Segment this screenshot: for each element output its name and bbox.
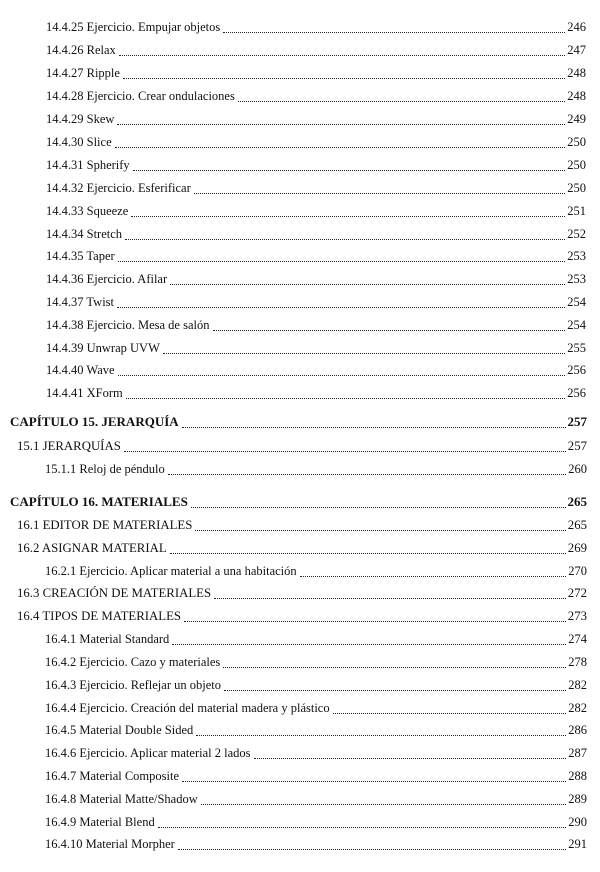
dot-leader [117, 295, 565, 308]
toc-chapter-page: 265 [567, 494, 587, 509]
toc-entry-label: 16.4.6 Ejercicio. Aplicar material 2 lados [45, 746, 251, 760]
toc-entry-label: 14.4.37 Twist [46, 295, 114, 309]
toc-entry-label: 14.4.35 Taper [46, 249, 115, 263]
toc-chapter-16 [0, 494, 600, 510]
toc-entry-14-4-34 [0, 226, 600, 242]
toc-section-page: 257 [567, 439, 587, 453]
toc-entry-14-4-39 [0, 340, 600, 356]
dot-leader [115, 135, 566, 148]
toc-entry-14-4-29 [0, 111, 600, 127]
toc-entry-14-4-41 [0, 385, 600, 401]
dot-leader [201, 792, 567, 805]
toc-entry-label: 14.4.34 Stretch [46, 227, 123, 241]
dot-leader [133, 158, 566, 171]
toc-section-page: 269 [567, 541, 587, 555]
toc-entry-16-4-1 [0, 631, 600, 647]
dot-leader [170, 541, 566, 554]
toc-section-page: 265 [567, 518, 587, 532]
toc-entry-15-1-1 [0, 461, 600, 477]
toc-section-label: 16.2 ASIGNAR MATERIAL [17, 541, 167, 555]
dot-leader [195, 518, 565, 531]
dot-leader [300, 564, 567, 577]
toc-entry-page: 260 [568, 462, 587, 476]
toc-chapter-15 [0, 414, 600, 430]
dot-leader [182, 769, 566, 782]
toc-entry-page: 248 [567, 66, 586, 80]
toc-entry-page: 250 [567, 158, 586, 172]
toc-entry-page: 270 [568, 564, 587, 578]
toc-entry-page: 291 [568, 837, 587, 851]
toc-entry-14-4-26 [0, 42, 600, 58]
dot-leader [238, 89, 565, 102]
dot-leader [124, 439, 566, 452]
toc-entry-label: 16.4.1 Material Standard [45, 632, 170, 646]
toc-entry-label: 14.4.32 Ejercicio. Esferificar [46, 181, 191, 195]
dot-leader [182, 415, 566, 428]
dot-leader [131, 204, 565, 217]
dot-leader [119, 43, 565, 56]
toc-entry-14-4-28 [0, 88, 600, 104]
toc-entry-page: 253 [567, 249, 586, 263]
toc-entry-label: 14.4.39 Unwrap UVW [46, 341, 160, 355]
toc-entry-14-4-36 [0, 271, 600, 287]
toc-entry-page: 253 [567, 272, 586, 286]
toc-section-label: 15.1 JERARQUÍAS [17, 439, 121, 453]
toc-chapter-label: CAPÍTULO 16. MATERIALES [10, 494, 188, 509]
dot-leader [126, 386, 566, 399]
dot-leader [194, 181, 566, 194]
toc-entry-page: 282 [568, 701, 587, 715]
dot-leader [163, 341, 565, 354]
dot-leader [254, 746, 567, 759]
toc-entry-14-4-33 [0, 203, 600, 219]
toc-entry-16-4-3 [0, 677, 600, 693]
toc-entry-page: 256 [567, 363, 586, 377]
toc-section-16-1 [0, 517, 600, 533]
toc-entry-16-4-6 [0, 745, 600, 761]
dot-leader [333, 701, 567, 714]
toc-entry-page: 246 [567, 20, 586, 34]
toc-entry-page: 250 [567, 181, 586, 195]
toc-entry-16-2-1 [0, 563, 600, 579]
toc-section-label: 16.4 TIPOS DE MATERIALES [17, 609, 181, 623]
toc-entry-label: 16.4.9 Material Blend [45, 815, 155, 829]
dot-leader [184, 609, 566, 622]
toc-entry-label: 14.4.29 Skew [46, 112, 115, 126]
toc-section-label: 16.1 EDITOR DE MATERIALES [17, 518, 193, 532]
toc-entry-14-4-38 [0, 317, 600, 333]
toc-entry-label: 14.4.31 Spherify [46, 158, 130, 172]
toc-section-16-4 [0, 608, 600, 624]
dot-leader [224, 678, 566, 691]
toc-entry-label: 14.4.28 Ejercicio. Crear ondulaciones [46, 89, 235, 103]
toc-entry-page: 290 [568, 815, 587, 829]
toc-entry-14-4-25 [0, 19, 600, 35]
dot-leader [118, 249, 566, 262]
toc-entry-label: 14.4.25 Ejercicio. Empujar objetos [46, 20, 221, 34]
toc-entry-label: 14.4.27 Ripple [46, 66, 120, 80]
dot-leader [118, 363, 566, 376]
toc-section-page: 272 [567, 586, 587, 600]
toc-entry-page: 252 [567, 227, 586, 241]
toc-entry-14-4-32 [0, 180, 600, 196]
toc-entry-14-4-40 [0, 362, 600, 378]
toc-entry-page: 249 [567, 112, 586, 126]
toc-entry-page: 256 [567, 386, 586, 400]
toc-entry-label: 16.4.3 Ejercicio. Reflejar un objeto [45, 678, 221, 692]
toc-entry-page: 278 [568, 655, 587, 669]
dot-leader [168, 462, 566, 475]
toc-entry-label: 14.4.38 Ejercicio. Mesa de salón [46, 318, 210, 332]
toc-entry-page: 288 [568, 769, 587, 783]
dot-leader [170, 272, 565, 285]
toc-entry-label: 14.4.33 Squeeze [46, 204, 129, 218]
toc-section-15-1 [0, 438, 600, 454]
toc-entry-page: 254 [567, 295, 586, 309]
toc-entry-page: 247 [567, 43, 586, 57]
toc-entry-label: 14.4.41 XForm [46, 386, 123, 400]
dot-leader [223, 655, 566, 668]
dot-leader [178, 837, 566, 850]
toc-entry-page: 251 [567, 204, 586, 218]
dot-leader [125, 227, 565, 240]
toc-entry-label: 16.4.7 Material Composite [45, 769, 180, 783]
dot-leader [214, 586, 566, 599]
toc-entry-label: 14.4.26 Relax [46, 43, 116, 57]
dot-leader [172, 632, 566, 645]
dot-leader [158, 815, 567, 828]
toc-entry-page: 286 [568, 723, 587, 737]
toc-entry-14-4-37 [0, 294, 600, 310]
toc-entry-label: 15.1.1 Reloj de péndulo [45, 462, 165, 476]
toc-entry-16-4-9 [0, 814, 600, 830]
toc-entry-label: 14.4.30 Slice [46, 135, 112, 149]
dot-leader [213, 318, 566, 331]
toc-entry-label: 16.4.5 Material Double Sided [45, 723, 194, 737]
dot-leader [196, 723, 566, 736]
toc-section-16-3 [0, 585, 600, 601]
toc-chapter-label: CAPÍTULO 15. JERARQUÍA [10, 414, 179, 429]
toc-entry-page: 287 [568, 746, 587, 760]
dot-leader [117, 112, 565, 125]
toc-entry-label: 16.4.2 Ejercicio. Cazo y materiales [45, 655, 221, 669]
toc-entry-14-4-35 [0, 248, 600, 264]
dot-leader [223, 20, 565, 33]
toc-entry-page: 254 [567, 318, 586, 332]
toc-entry-label: 14.4.40 Wave [46, 363, 115, 377]
toc-section-16-2 [0, 540, 600, 556]
toc-entry-page: 250 [567, 135, 586, 149]
toc-section-page: 273 [567, 609, 587, 623]
dot-leader [191, 495, 566, 508]
toc-entry-16-4-8 [0, 791, 600, 807]
toc-entry-label: 16.4.10 Material Morpher [45, 837, 175, 851]
toc-entry-14-4-31 [0, 157, 600, 173]
toc-entry-16-4-2 [0, 654, 600, 670]
toc-entry-16-4-10 [0, 836, 600, 852]
toc-entry-14-4-30 [0, 134, 600, 150]
toc-chapter-page: 257 [567, 414, 587, 429]
toc-entry-label: 16.4.8 Material Matte/Shadow [45, 792, 198, 806]
toc-entry-label: 16.4.4 Ejercicio. Creación del material madera y plástico [45, 701, 330, 715]
toc-entry-page: 289 [568, 792, 587, 806]
toc-entry-page: 282 [568, 678, 587, 692]
toc-entry-label: 16.2.1 Ejercicio. Aplicar material a una habitación [45, 564, 297, 578]
toc-entry-page: 255 [567, 341, 586, 355]
toc-entry-page: 274 [568, 632, 587, 646]
toc-entry-14-4-27 [0, 65, 600, 81]
dot-leader [123, 66, 565, 79]
toc-entry-page: 248 [567, 89, 586, 103]
toc-entry-16-4-4 [0, 700, 600, 716]
toc-entry-16-4-7 [0, 768, 600, 784]
toc-entry-label: 14.4.36 Ejercicio. Afilar [46, 272, 168, 286]
toc-entry-16-4-5 [0, 722, 600, 738]
toc-section-label: 16.3 CREACIÓN DE MATERIALES [17, 586, 212, 600]
